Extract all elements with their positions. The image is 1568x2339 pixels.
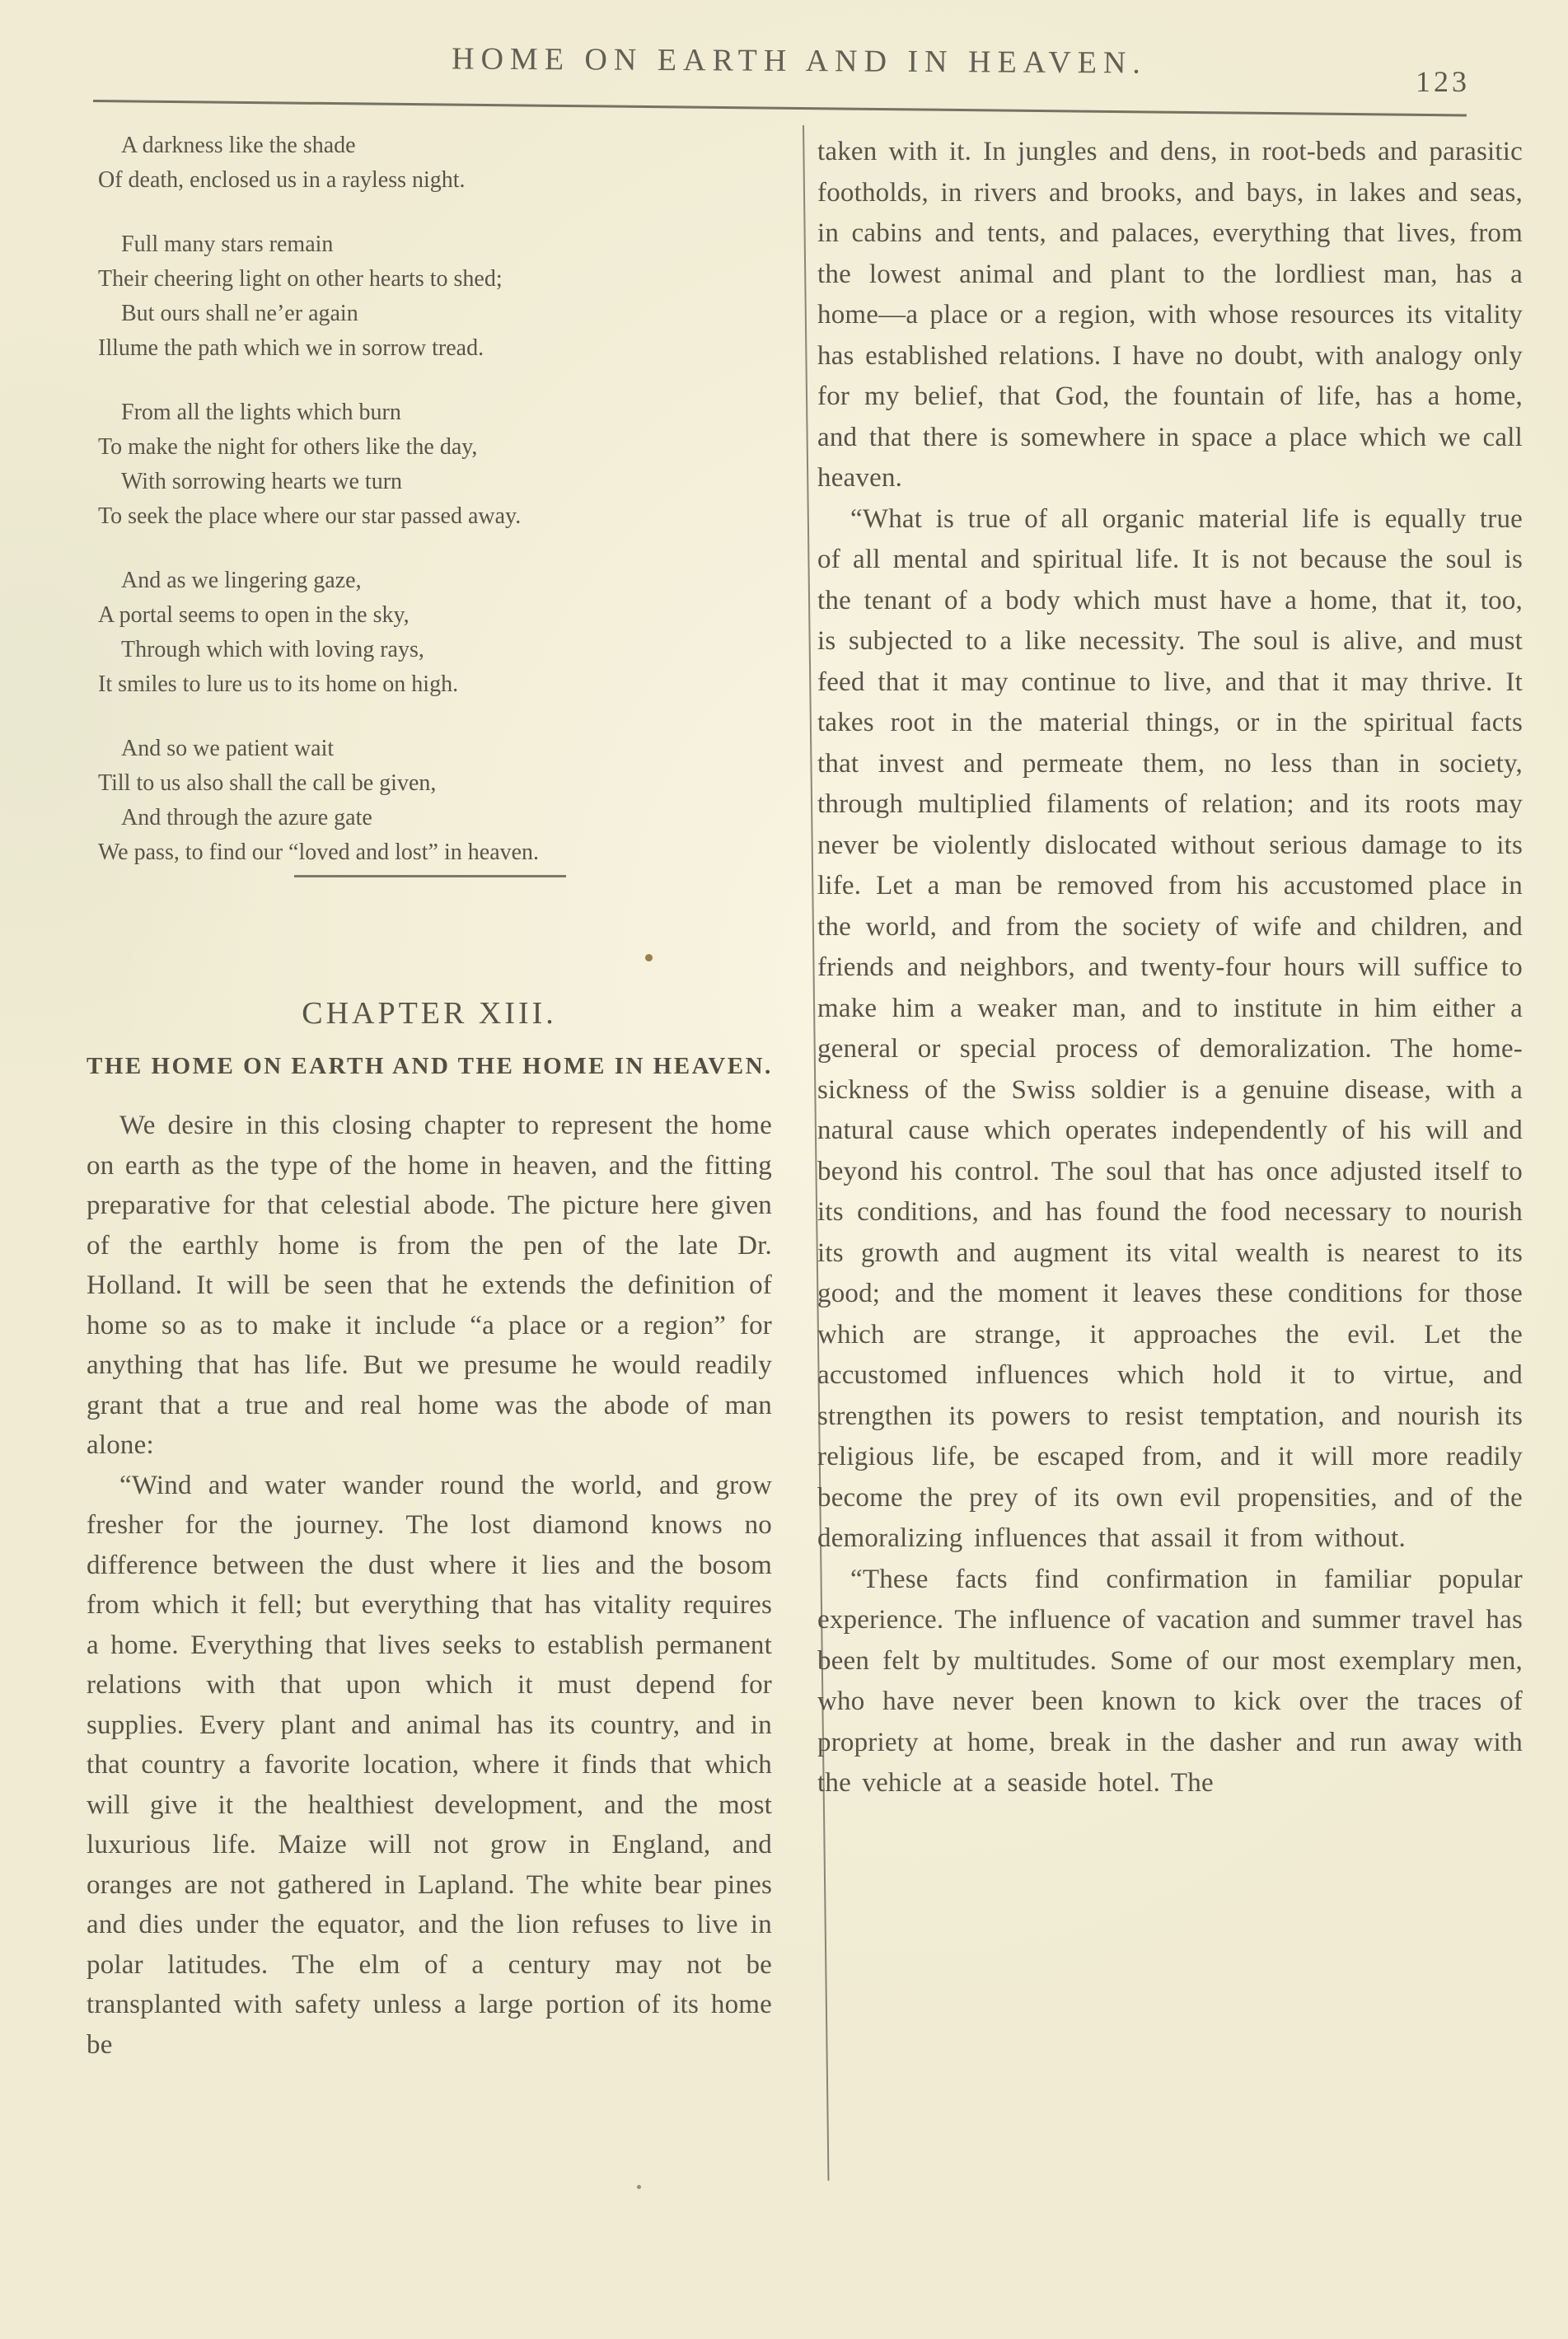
poem-stanza: [98, 395, 749, 534]
poem-line: And as we lingering gaze,: [121, 568, 362, 593]
ink-speck: [637, 2185, 641, 2189]
poem-line: Of death, enclosed us in a rayless night.: [98, 167, 466, 193]
poem-line: From all the lights which burn: [121, 400, 401, 425]
poem-line: But ours shall ne’er again: [121, 301, 358, 326]
poem-line: Full many stars remain: [121, 232, 334, 257]
poem-line: To make the night for others like the day,: [98, 434, 478, 460]
paragraph: “Wind and water wander round the world, and grow fresher for the journey. The lost diamond knows no difference between the dust where it lies and the bosom from which it fell; but everything that has vitality requires a home. Everything that lives seeks to establish permanent relations with that upon which it must depend for supplies. Every plant and animal has its country, and in that country a favorite location, where it finds that which will give it the healthiest development, and the most luxurious life. Maize will not grow in England, and oranges are not gathered in Lapland. The white bear pines and dies under the equator, and the lion refuses to live in polar latitudes. The elm of a century may not be transplanted with safety unless a large portion of its home be: [87, 1470, 772, 2060]
poem-stanza: [98, 564, 749, 702]
poem-stanza: [98, 129, 749, 198]
poem-line: And so we patient wait: [121, 736, 335, 761]
running-head-title: HOME ON EARTH AND IN HEAVEN.: [451, 41, 1147, 81]
poem-stanza: [98, 227, 749, 366]
poem-stanza: [98, 732, 749, 870]
section-divider-rule: [294, 875, 566, 877]
chapter-subtitle: THE HOME ON EARTH AND THE HOME IN HEAVEN.: [87, 1053, 773, 1079]
header-rule: [93, 100, 1467, 116]
right-column-body: [817, 132, 1523, 1804]
poem: [98, 129, 749, 900]
poem-line: A darkness like the shade: [121, 133, 356, 158]
page-number: 123: [1416, 65, 1470, 98]
paragraph: taken with it. In jungles and dens, in root-beds and parasitic footholds, in rivers and brooks, and bays, in lakes and seas, in cabins and tents, and palaces, everything that lives, from the lowest animal and plant to the lordliest man, has a home—a place or a region, with whose resources its vitality has established relations. I have no doubt, with analogy only for my belief, that God, the fountain of life, has a home, and that there is somewhere in space a place which we call heaven.: [817, 137, 1523, 493]
poem-line: We pass, to find our “loved and lost” in heaven.: [98, 840, 540, 865]
paragraph: We desire in this closing chapter to represent the home on earth as the type of the home in heaven, and the fitting preparative for that celestial abode. The picture here given of the earthly home is from the pen of the late Dr. Holland. It will be seen that he extends the definition of home so as to make it include “a place or a region” for anything that has life. But we presume he would readily grant that a true and real home was the abode of man alone:: [87, 1111, 772, 1460]
poem-line: Their cheering light on other hearts to shed;: [98, 266, 503, 292]
chapter-heading: CHAPTER XIII.: [302, 996, 557, 1031]
poem-line: It smiles to lure us to its home on high.: [98, 671, 459, 697]
poem-line: Till to us also shall the call be given,: [98, 770, 437, 796]
paragraph: “What is true of all organic material life is equally true of all mental and spiritual life. It is not because the soul is the tenant of a body which must have a home, that it, too, is subjected to a like necessity. The soul is alive, and must feed that it may continue to live, and that it may thrive. It takes root in the material things, or in the spiritual facts that invest and permeate them, no less than in society, through multiplied filaments of relation; and its roots may never be violently dislocated without serious damage to its life. Let a man be removed from his accustomed place in the world, and from the society of wife and children, and friends and neighbors, and twenty-four hours will suffice to make him a weaker man, and to institute in him either a general or special process of demoralization. The home-sickness of the Swiss soldier is a genuine disease, with a natural cause which operates independently of his will and beyond his control. The soul that has once adjusted itself to its conditions, and has found the food necessary to nourish its growth and augment its vital wealth is nearest to its good; and the moment it leaves these conditions for those which are strange, it approaches the evil. Let the accustomed influences which hold it to virtue, and strengthen its powers to resist temptation, and nourish its religious life, be escaped from, and it will more readily become the prey of its own evil propensities, and of the demoralizing influences that assail it from without.: [817, 503, 1523, 1553]
poem-line: Through which with loving rays,: [121, 637, 424, 662]
poem-line: A portal seems to open in the sky,: [98, 602, 410, 628]
paragraph: “These facts find confirmation in familiar popular experience. The influence of vacation and summer travel has been felt by multitudes. Some of our most exemplary men, who have never been known to kick over the traces of propriety at home, break in the dasher and run away with the vehicle at a seaside hotel. The: [817, 1564, 1523, 1798]
poem-line: With sorrowing hearts we turn: [121, 469, 403, 494]
poem-line: To seek the place where our star passed away.: [98, 503, 522, 529]
left-column-body: [87, 1106, 772, 2065]
poem-line: And through the azure gate: [121, 805, 372, 830]
poem-line: Illume the path which we in sorrow tread.: [98, 335, 484, 361]
ink-speck: [645, 954, 653, 961]
